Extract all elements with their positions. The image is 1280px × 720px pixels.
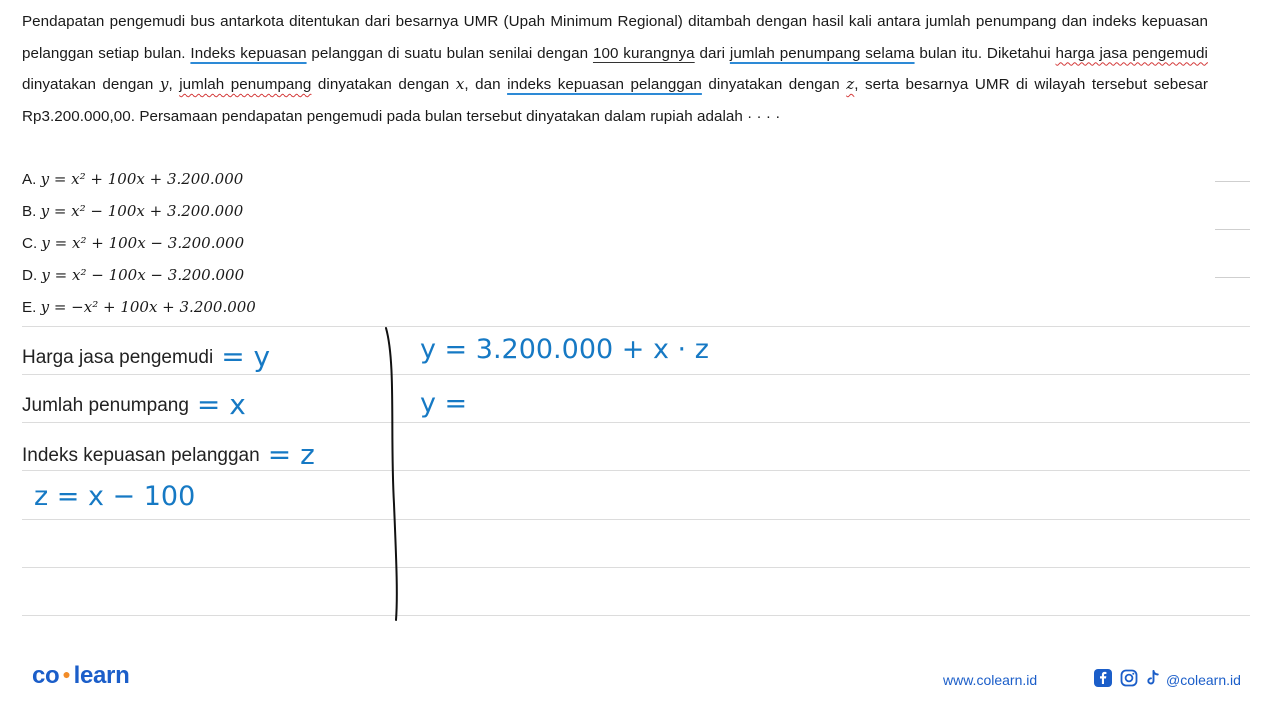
handwritten-line-2: y =: [420, 388, 468, 419]
ruled-line: [22, 567, 1250, 568]
underlined-phrase: jumlah penumpang: [179, 76, 312, 93]
variable-z: z: [846, 75, 855, 93]
question-part: bulan itu. Diketahui: [914, 44, 1056, 62]
option-expression: y = x² + 100x − 3.200.000: [41, 234, 245, 252]
definition-label: Indeks kepuasan pelanggan: [22, 445, 260, 466]
question-part: ,: [168, 76, 180, 93]
option-label: B.: [22, 203, 37, 220]
option-label: A.: [22, 171, 37, 188]
underlined-phrase: harga jasa pengemudi: [1055, 44, 1208, 62]
underlined-phrase: 100 kurangnya: [592, 44, 695, 62]
answer-line: [1215, 229, 1250, 230]
handwritten-symbol: = z: [267, 438, 315, 471]
facebook-icon[interactable]: [1094, 669, 1112, 687]
question-part: dinyatakan dengan: [22, 76, 160, 93]
instagram-icon[interactable]: [1120, 669, 1138, 687]
ruled-line: [22, 374, 1250, 375]
handwritten-symbol: = y: [221, 340, 271, 373]
underlined-phrase: indeks kepuasan pelanggan: [507, 76, 702, 93]
answer-line: [1215, 277, 1250, 278]
option-a[interactable]: [22, 163, 256, 195]
ruled-line: [22, 422, 1250, 423]
option-label: D.: [22, 267, 38, 284]
handwritten-line-1: y = 3.200.000 + x · z: [420, 334, 709, 365]
question-part: Pendapatan pengemudi bus antarkota ditentukan dari besarnya UMR (Upah Minimum Regional) ditambah dengan hasil kali antara jumlah penumpang dan indeks kepuasan pelanggan setiap bulan.: [22, 13, 1208, 62]
variable-y: y: [159, 75, 169, 93]
question-part: dinyatakan dengan: [311, 76, 456, 93]
question-part: , serta besarnya UMR di wilayah tersebut sebesar Rp3.200.000,00. Persamaan pendapatan pengemudi pada bulan tersebut dinyatakan dalam rupiah adalah · · · ·: [22, 76, 1209, 125]
question-part: , dan: [464, 76, 508, 93]
website-link[interactable]: www.colearn.id: [943, 672, 1038, 688]
handwritten-symbol: = x: [196, 388, 246, 421]
definition-label: Jumlah penumpang: [22, 395, 189, 416]
tiktok-icon[interactable]: [1144, 669, 1162, 687]
definition-label: Harga jasa pengemudi: [22, 347, 214, 368]
question-text: [22, 6, 1208, 132]
question-part: dinyatakan dengan: [701, 76, 847, 93]
option-c[interactable]: [22, 227, 256, 259]
ruled-line: [22, 615, 1250, 616]
definition-passengers: [22, 388, 246, 421]
option-expression: y = x² − 100x + 3.200.000: [40, 202, 244, 220]
handwritten-z-equation: z = x − 100: [34, 481, 196, 512]
option-e[interactable]: [22, 291, 256, 323]
ruled-line: [22, 326, 1250, 327]
option-d[interactable]: [22, 259, 256, 291]
underlined-phrase: jumlah penumpang selama: [729, 44, 915, 62]
option-expression: y = x² − 100x − 3.200.000: [41, 266, 245, 284]
logo-dot-icon: ●: [62, 666, 71, 682]
option-expression: y = x² + 100x + 3.200.000: [40, 170, 244, 188]
social-handle[interactable]: @colearn.id: [1166, 672, 1241, 688]
logo-text-right: learn: [73, 662, 130, 689]
answer-options: [22, 163, 256, 323]
question-part: pelanggan di suatu bulan senilai dengan: [306, 44, 593, 62]
handwritten-divider-line: [376, 324, 416, 624]
option-expression: y = −x² + 100x + 3.200.000: [40, 298, 256, 316]
logo-text-left: co: [32, 662, 60, 689]
ruled-line: [22, 519, 1250, 520]
underlined-phrase: Indeks kepuasan: [190, 44, 307, 62]
definition-satisfaction: [22, 438, 315, 471]
answer-line: [1215, 181, 1250, 182]
option-label: E.: [22, 299, 37, 316]
variable-x: x: [455, 75, 465, 93]
option-b[interactable]: [22, 195, 256, 227]
option-label: C.: [22, 235, 38, 252]
colearn-logo[interactable]: [32, 662, 129, 690]
question-part: dari: [694, 44, 730, 62]
definition-price: [22, 340, 270, 373]
